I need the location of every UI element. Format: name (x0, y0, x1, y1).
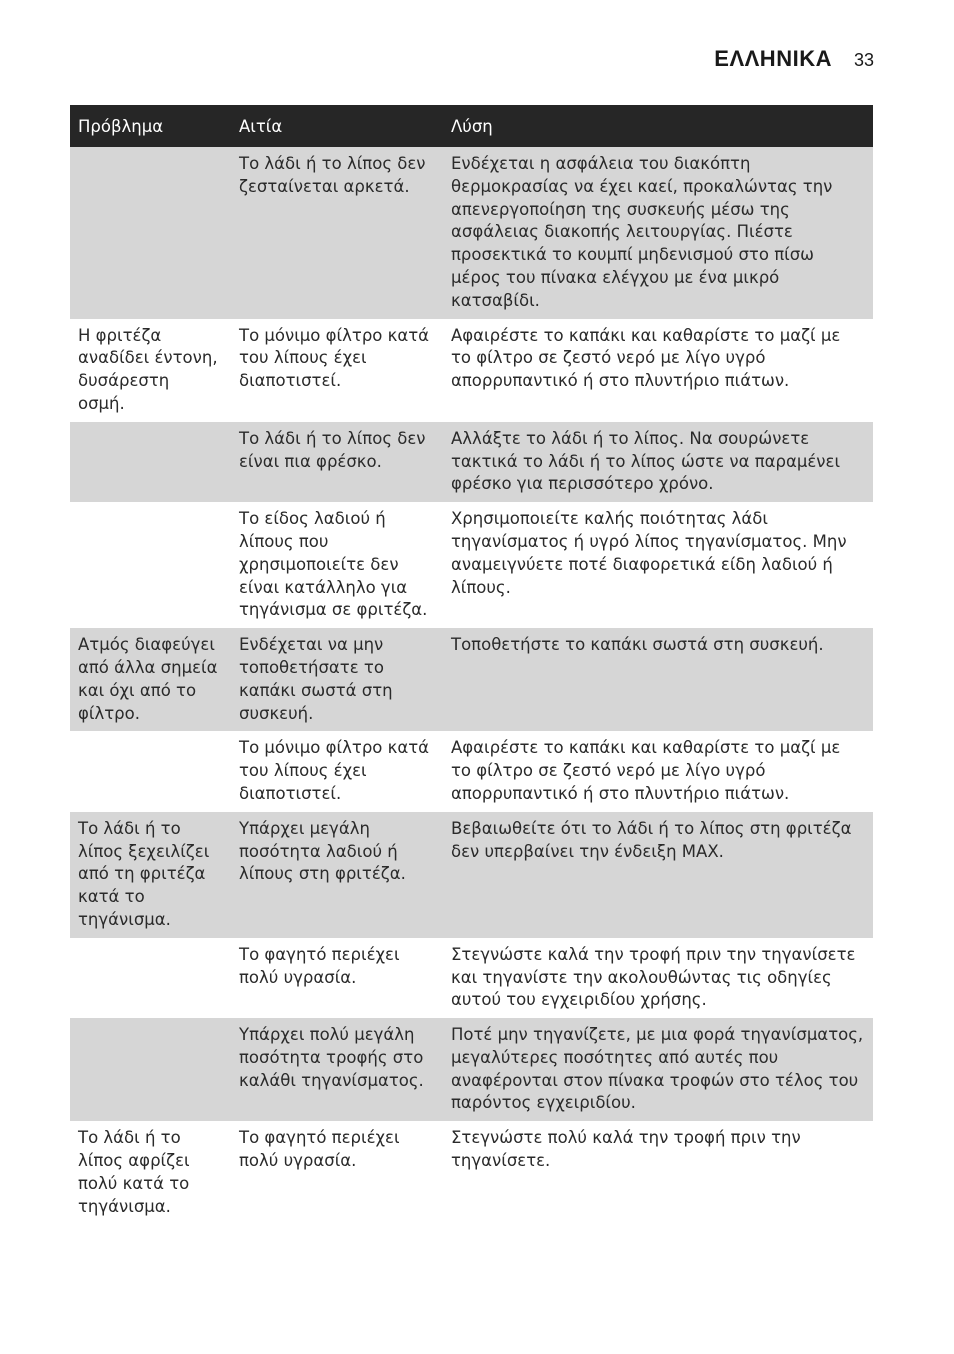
cause-cell (231, 502, 443, 628)
problem-cell (70, 731, 231, 811)
cell-text-line: πολύ υγρασία. (239, 967, 357, 987)
cell-text-line: Τοποθετήστε το καπάκι σωστά στη συσκευή. (451, 635, 824, 655)
solution-cell (443, 812, 873, 938)
table-row (70, 422, 873, 502)
cell-text-line: Υπάρχει μεγάλη (239, 818, 370, 838)
cause-cell (231, 422, 443, 502)
problem-cell (70, 812, 231, 938)
cell-text-line: χρησιμοποιείτε δεν (239, 554, 399, 574)
column-header-problem: Πρόβλημα (78, 116, 164, 136)
solution-cell (443, 422, 873, 502)
cell-text-line: δεν υπερβαίνει την ένδειξη MAX. (451, 841, 724, 861)
cell-text-line: τηγάνισμα. (78, 909, 171, 929)
problem-cell (70, 938, 231, 1018)
cell-text-line: Αφαιρέστε το καπάκι και καθαρίστε το μαζί με (451, 325, 841, 345)
cell-text-line: Το λάδι ή το (78, 1128, 181, 1148)
cell-text-line: Ενδέχεται να μην (239, 635, 384, 655)
table-row (70, 147, 873, 319)
cell-text-line: κατσαβίδι. (451, 290, 540, 310)
column-header-cause: Αιτία (239, 116, 283, 136)
table-header-row (70, 105, 873, 147)
cell-text-line: το φίλτρο σε ζεστό νερό με λίγο υγρό (451, 761, 766, 781)
cell-text-line: λίπος ξεχειλίζει (78, 841, 210, 861)
table-row (70, 628, 873, 731)
troubleshooting-table (70, 105, 873, 1224)
cell-text-line: Ατμός διαφεύγει (78, 635, 215, 655)
cell-text-line: ποσότητα τροφής στο (239, 1047, 424, 1067)
cell-text-line: Το λάδι ή το λίπος δεν (239, 154, 426, 173)
cell-text-line: του λίπους έχει (239, 761, 367, 781)
cell-text-line: δυσάρεστη (78, 371, 170, 391)
cell-text-line: το φίλτρο σε ζεστό νερό με λίγο υγρό (451, 348, 766, 368)
cell-text-line: Υπάρχει πολύ μεγάλη (239, 1025, 415, 1045)
cell-text-line: τηγανίσματος ή υγρό λίπος τηγανίσματος. Μην (451, 531, 847, 551)
cell-text-line: συσκευή. (239, 703, 314, 723)
cause-cell (231, 812, 443, 938)
cell-text-line: Το φαγητό περιέχει (239, 944, 400, 964)
cell-text-line: λίπος αφρίζει (78, 1151, 190, 1171)
cell-text-line: είναι κατάλληλο για (239, 577, 408, 597)
cell-text-line: από άλλα σημεία (78, 657, 218, 677)
cell-text-line: απορρυπαντικό ή στο πλυντήριο πιάτων. (451, 783, 790, 803)
cell-text-line: Το μόνιμο φίλτρο κατά (239, 325, 430, 345)
cell-text-line: καλάθι τηγανίσματος. (239, 1070, 424, 1090)
cell-text-line: λίπους στη φριτέζα. (239, 864, 406, 884)
cell-text-line: απορρυπαντικό ή στο πλυντήριο πιάτων. (451, 371, 790, 391)
cell-text-line: φρέσκο για περισσότερο χρόνο. (451, 474, 714, 494)
cell-text-line: κατά το (78, 887, 145, 907)
cell-text-line: ζεσταίνεται αρκετά. (239, 176, 410, 196)
cell-text-line: θερμοκρασίας να έχει καεί, προκαλώντας την (451, 176, 833, 196)
cell-text-line: απενεργοποίηση της συσκευής μέσω της (451, 199, 790, 219)
cell-text-line: Στεγνώστε καλά την τροφή πριν την τηγανίσετε (451, 944, 856, 964)
column-header-solution: Λύση (451, 116, 493, 136)
cause-cell (231, 938, 443, 1018)
cell-text-line: Ενδέχεται η ασφάλεια του διακόπτη (451, 154, 751, 173)
cell-text-line: παρόντος εγχειριδίου. (451, 1093, 636, 1113)
problem-cell (70, 1121, 231, 1224)
cell-text-line: διαποτιστεί. (239, 371, 342, 391)
cell-text-line: αυτού του εγχειριδίου χρήσης. (451, 990, 707, 1010)
cell-text-line: Το λάδι ή το (78, 818, 181, 838)
cell-text-line: μέρος του πίνακα ελέγχου με ένα μικρό (451, 267, 780, 287)
cell-text-line: λίπους που (239, 531, 329, 551)
cell-text-line: διαποτιστεί. (239, 783, 342, 803)
cell-text-line: Χρησιμοποιείτε καλής ποιότητας λάδι (451, 509, 768, 529)
table-row (70, 731, 873, 811)
solution-cell (443, 1121, 873, 1224)
table-row (70, 1018, 873, 1121)
cell-text-line: Στεγνώστε πολύ καλά την τροφή πριν την (451, 1128, 801, 1148)
problem-cell (70, 147, 231, 319)
page-number: 33 (853, 50, 874, 70)
cell-text-line: πολύ κατά το (78, 1173, 190, 1193)
cell-text-line: λίπους. (451, 577, 511, 597)
cell-text-line: οσμή. (78, 393, 125, 413)
cell-text-line: και όχι από το (78, 680, 197, 700)
cause-cell (231, 1018, 443, 1121)
cell-text-line: φίλτρο. (78, 703, 140, 723)
cell-text-line: τοποθετήσατε το (239, 657, 384, 677)
cell-text-line: Αλλάξτε το λάδι ή το λίπος. Να σουρώνετε (451, 428, 810, 448)
cause-cell (231, 731, 443, 811)
cell-text-line: Αφαιρέστε το καπάκι και καθαρίστε το μαζί με (451, 738, 841, 758)
cell-text-line: μεγαλύτερες ποσότητες από αυτές που (451, 1047, 779, 1067)
solution-cell (443, 147, 873, 319)
cell-text-line: Το φαγητό περιέχει (239, 1128, 400, 1148)
cell-text-line: Βεβαιωθείτε ότι το λάδι ή το λίπος στη φριτέζα (451, 818, 852, 838)
cell-text-line: Το λάδι ή το λίπος δεν (239, 428, 426, 448)
table-row (70, 319, 873, 422)
problem-cell (70, 502, 231, 628)
cause-cell (231, 319, 443, 422)
solution-cell (443, 319, 873, 422)
cause-cell (231, 147, 443, 319)
cell-text-line: αναμειγνύετε ποτέ διαφορετικά είδη λαδιού ή (451, 554, 833, 574)
table-row (70, 502, 873, 628)
table-row (70, 938, 873, 1018)
problem-cell (70, 422, 231, 502)
cell-text-line: και τηγανίστε την ακολουθώντας τις οδηγίες (451, 967, 832, 987)
problem-cell (70, 628, 231, 731)
cell-text-line: τακτικά το λάδι ή το λίπος ώστε να παραμένει (451, 451, 841, 471)
cell-text-line: Ποτέ μην τηγανίζετε, με μια φορά τηγανίσματος, (451, 1025, 864, 1045)
cell-text-line: Το είδος λαδιού ή (239, 509, 386, 529)
cause-cell (231, 628, 443, 731)
cell-text-line: καπάκι σωστά στη (239, 680, 393, 700)
problem-cell (70, 1018, 231, 1121)
solution-cell (443, 502, 873, 628)
cell-text-line: του λίπους έχει (239, 348, 367, 368)
problem-cell (70, 319, 231, 422)
cell-text-line: τηγάνισμα σε φριτέζα. (239, 600, 428, 620)
table-body (70, 147, 873, 1224)
cell-text-line: αναφέρονται στον πίνακα τροφών στο τέλος του (451, 1070, 859, 1090)
cell-text-line: πολύ υγρασία. (239, 1151, 357, 1171)
cause-cell (231, 1121, 443, 1224)
table-row (70, 1121, 873, 1224)
solution-cell (443, 731, 873, 811)
cell-text-line: από τη φριτέζα (78, 864, 206, 884)
cell-text-line: ποσότητα λαδιού ή (239, 841, 398, 861)
cell-text-line: τηγανίσετε. (451, 1151, 551, 1171)
solution-cell (443, 628, 873, 731)
cell-text-line: είναι πια φρέσκο. (239, 451, 382, 471)
cell-text-line: Το μόνιμο φίλτρο κατά (239, 738, 430, 758)
cell-text-line: Η φριτέζα (78, 325, 162, 345)
language-label: ΕΛΛΗΝΙΚΑ (714, 46, 832, 71)
table-row (70, 812, 873, 938)
cell-text-line: τηγάνισμα. (78, 1196, 171, 1216)
cell-text-line: προσεκτικά το κουμπί μηδενισμού στο πίσω (451, 245, 814, 265)
cell-text-line: αναδίδει έντονη, (78, 348, 218, 368)
solution-cell (443, 938, 873, 1018)
page-header (714, 46, 874, 72)
solution-cell (443, 1018, 873, 1121)
cell-text-line: ασφάλειας διακοπής λειτουργίας. Πιέστε (451, 222, 793, 242)
